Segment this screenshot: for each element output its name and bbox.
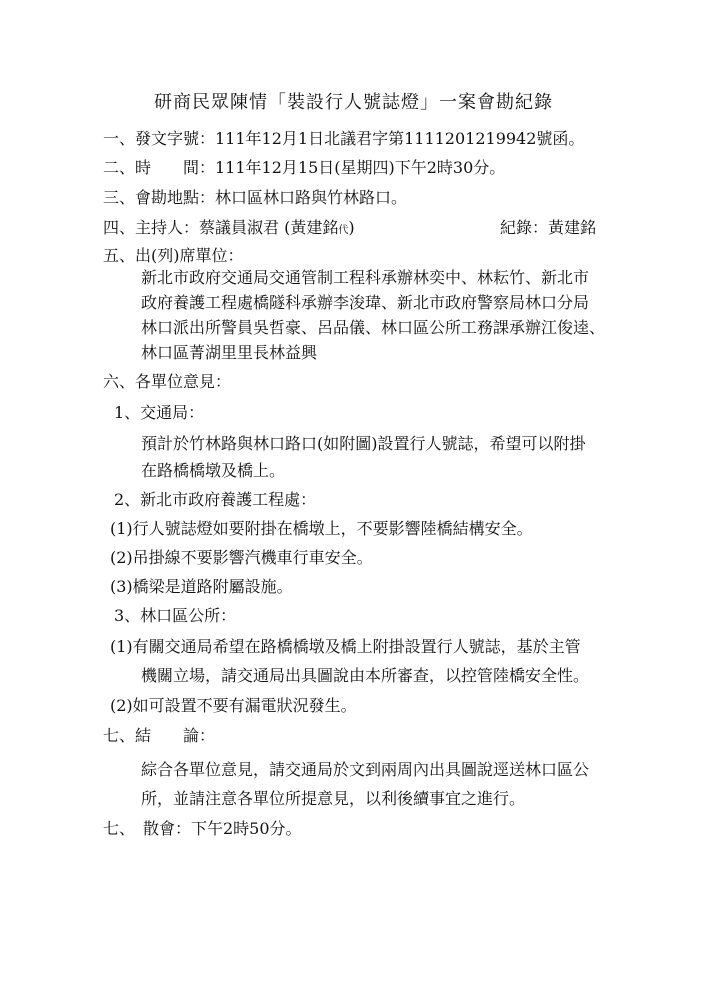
opinion-2-item: (3)橋梁是道路附屬設施。 — [110, 577, 293, 596]
opinion-1-line: 在路橋橋墩及橋上。 — [141, 461, 286, 480]
opinion-2-item: (2)吊掛線不要影響汽機車行車安全。 — [110, 548, 373, 567]
opinions-heading: 六、各單位意見： — [103, 372, 232, 391]
attendees-line: 林口區菁湖里里長林益興 — [141, 343, 318, 362]
adjournment: 七、 散會：下午2時50分。 — [103, 819, 302, 838]
attendees-line: 新北市政府交通局交通管制工程科承辦林奕中、林耘竹、新北市 — [141, 268, 590, 287]
conclusion-line: 所，並請注意各單位所提意見，以利後續事宜之進行。 — [141, 789, 526, 808]
conclusion-line: 綜合各單位意見，請交通局於文到兩周內出具圖說逕送林口區公 — [141, 760, 590, 779]
opinion-2-heading: 2、新北市政府養護工程處： — [114, 490, 317, 509]
attendees-heading: 五、出(列)席單位： — [103, 246, 244, 265]
host-close-paren: ) — [348, 218, 355, 237]
item-host — [103, 218, 355, 241]
opinion-3-heading: 3、林口區公所： — [114, 606, 237, 625]
opinion-3-item-1-line: 機關立場，請交通局出具圖說由本所審查，以控管陸橋安全性。 — [141, 666, 590, 685]
document-title: 研商民眾陳情「裝設行人號誌燈」一案會勘紀錄 — [154, 92, 553, 113]
host-proxy-mark: 代 — [338, 225, 349, 236]
item-meeting-place: 三、會勘地點：林口區林口路與竹林路口。 — [103, 188, 408, 207]
opinion-3-item-1-line: (1)有關交通局希望在路橋橋墩及橋上附掛設置行人號誌，基於主管 — [110, 637, 581, 656]
opinion-1-heading: 1、交通局： — [114, 403, 205, 422]
host-label: 四、主持人：蔡議員淑君 (黃建銘 — [103, 218, 339, 237]
conclusion-heading: 七、結 論： — [103, 726, 216, 745]
attendees-line: 政府養護工程處橋隧科承辦李浚瑋、新北市政府警察局林口分局 — [141, 293, 590, 312]
item-recorder: 紀錄：黃建銘 — [500, 218, 597, 237]
attendees-line: 林口派出所警員吳哲豪、呂品儀、林口區公所工務課承辦江俊逵、 — [141, 318, 606, 337]
opinion-2-item: (1)行人號誌燈如要附掛在橋墩上，不要影響陸橋結構安全。 — [110, 519, 533, 538]
item-meeting-time: 二、時 間：111年12月15日(星期四)下午2時30分。 — [103, 158, 506, 177]
opinion-3-item-2: (2)如可設置不要有漏電狀況發生。 — [110, 696, 357, 715]
item-doc-number: 一、發文字號：111年12月1日北議君字第1111201219942號函。 — [103, 129, 585, 148]
opinion-1-line: 預計於竹林路與林口路口(如附圖)設置行人號誌，希望可以附掛 — [141, 434, 586, 453]
